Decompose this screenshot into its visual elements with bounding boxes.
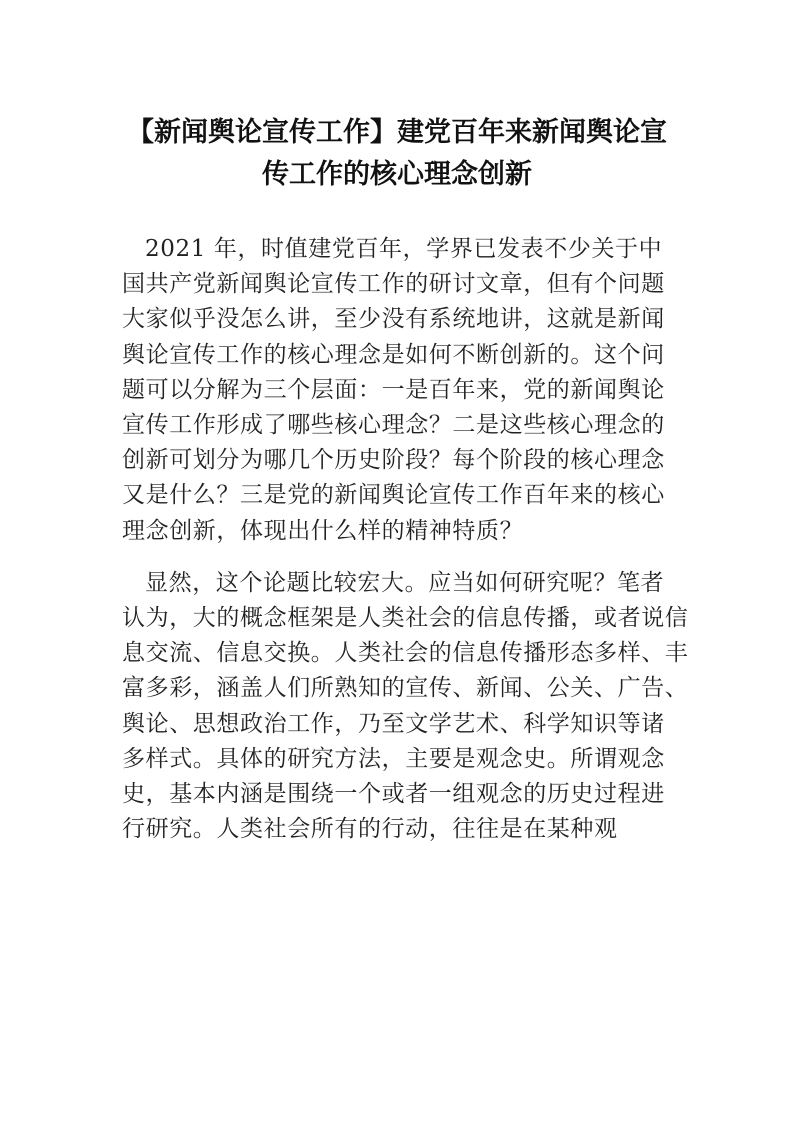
- paragraph-line: 题可以分解为三个层面：一是百年来，党的新闻舆论: [122, 376, 665, 403]
- document-title: [110, 112, 684, 196]
- paragraph-line: 大家似乎没怎么讲，至少没有系统地讲，这就是新闻: [122, 306, 665, 333]
- paragraph-line: 史，基本内涵是围绕一个或者一组观念的历史过程进: [122, 781, 665, 808]
- paragraph-line: 行研究。人类社会所有的行动，往往是在某种观: [122, 816, 618, 843]
- title-line-1: 【新闻舆论宣传工作】建党百年来新闻舆论宣: [127, 117, 667, 148]
- paragraph-line: 舆论宣传工作的核心理念是如何不断创新的。这个问: [122, 341, 665, 368]
- paragraph-2: [122, 566, 692, 848]
- paragraph-line: 2021 年，时值建党百年，学界已发表不少关于中: [145, 236, 663, 262]
- title-line-2: 传工作的核心理念创新: [262, 159, 532, 190]
- paragraph-line: 理念创新，体现出什么样的精神特质？: [122, 517, 524, 544]
- paragraph-1: [122, 232, 692, 549]
- paragraph-line: 多样式。具体的研究方法，主要是观念史。所谓观念: [122, 745, 665, 772]
- paragraph-line: 又是什么？三是党的新闻舆论宣传工作百年来的核心: [122, 482, 665, 509]
- paragraph-line: 创新可划分为哪几个历史阶段？每个阶段的核心理念: [122, 447, 665, 474]
- paragraph-line: 认为，大的概念框架是人类社会的信息传播，或者说信: [122, 605, 689, 632]
- paragraph-line: 显然，这个论题比较宏大。应当如何研究呢？笔者: [145, 569, 665, 596]
- paragraph-line: 舆论、思想政治工作，乃至文学艺术、科学知识等诸: [122, 710, 665, 737]
- paragraph-line: 富多彩，涵盖人们所熟知的宣传、新闻、公关、广告、: [122, 675, 689, 702]
- paragraph-line: 息交流、信息交换。人类社会的信息传播形态多样、丰: [122, 640, 689, 667]
- paragraph-line: 宣传工作形成了哪些核心理念？二是这些核心理念的: [122, 412, 665, 439]
- paragraph-line: 国共产党新闻舆论宣传工作的研讨文章，但有个问题: [122, 271, 665, 298]
- document-body: [122, 232, 692, 864]
